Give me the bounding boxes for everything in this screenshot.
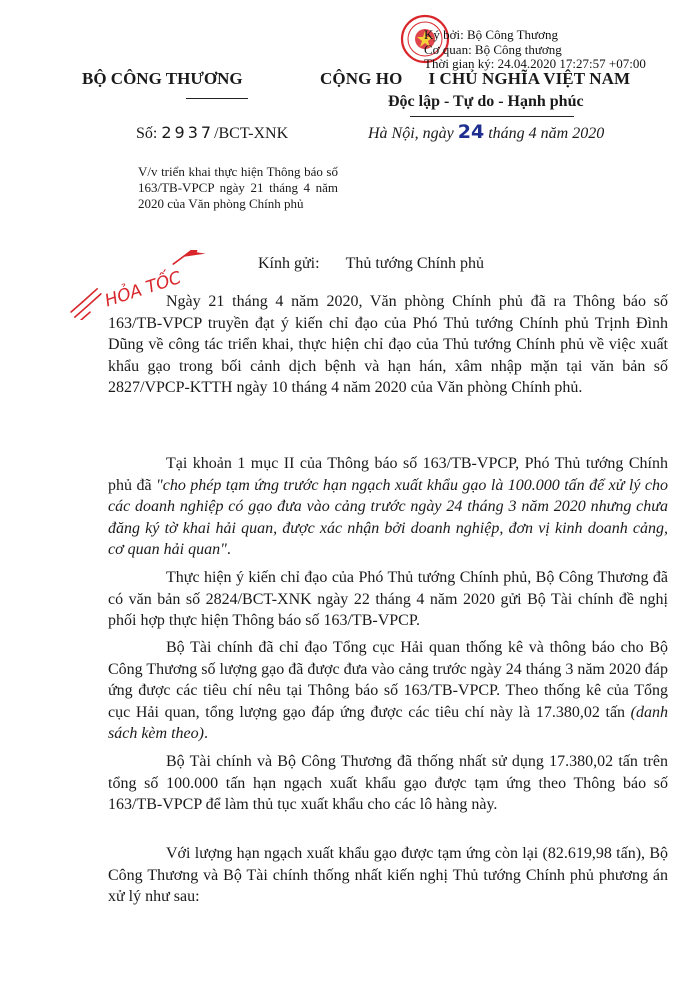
handwritten-day: 24 xyxy=(457,121,485,143)
place-and-date xyxy=(368,121,604,143)
national-motto: Độc lập - Tự do - Hạnh phúc xyxy=(388,93,584,110)
recipient-name: Thủ tướng Chính phủ xyxy=(345,255,485,272)
urgent-stamp-text: HỎA TỐC xyxy=(102,267,184,312)
body-paragraph-5: Bộ Tài chính và Bộ Công Thương đã thống nhất sử dụng 17.380,02 tấn trên tổng số 100.000 tấn hạn ngạch xuất khẩu gạo được tạm ứng theo Thông báo số 163/TB-VPCP để làm thủ tục xuất khẩu cho các lô hàng này. xyxy=(108,753,668,813)
signing-time-line: Thời gian ký: 24.04.2020 17:27:57 +07:00 xyxy=(424,56,646,71)
body-paragraph-1: Ngày 21 tháng 4 năm 2020, Văn phòng Chính phủ đã ra Thông báo số 163/TB-VPCP truyền đạt ý kiến chỉ đạo của Phó Thủ tướng Chính phủ Trịnh Đình Dũng về công tác triển khai, thực hiện chỉ đạo của Thủ tướng Chính phủ về việc xuất khẩu gạo trong bối cảnh dịch bệnh và hạn hán, xâm nhập mặn tại văn bản số 2827/VPCP-KTTH ngày 10 tháng 4 năm 2020 của Văn phòng Chính phủ. xyxy=(108,293,668,396)
issuing-organization: BỘ CÔNG THƯƠNG xyxy=(82,69,243,88)
document-subject: V/v triển khai thực hiện Thông báo số 163/TB-VPCP ngày 21 tháng 4 năm 2020 của Văn phòng Chính phủ xyxy=(138,164,338,211)
motto-underline xyxy=(410,116,574,117)
body-paragraph-6: Với lượng hạn ngạch xuất khẩu gạo được tạm ứng còn lại (82.619,98 tấn), Bộ Công Thương và Bộ Tài chính thống nhất kiến nghị Thủ tướng Chính phủ phương án xử lý như sau: xyxy=(108,845,668,905)
agency-line: Cơ quan: Bộ Công thương xyxy=(424,41,562,57)
body-paragraph-3: Thực hiện ý kiến chỉ đạo của Phó Thủ tướng Chính phủ, Bộ Công Thương đã có văn bản số 2824/BCT-XNK ngày 22 tháng 4 năm 2020 gửi Bộ Tài chính đề nghị phối hợp thực hiện Thông báo số 163/TB-VPCP. xyxy=(108,569,668,629)
paragraph-2-lead: Tại khoản 1 mục II của Thông báo số 163/TB-VPCP, Phó Thủ tướng Chính phủ đã xyxy=(108,455,668,494)
country-name: CỘNG HO I CHỦ NGHĨA VIỆT NAM xyxy=(320,69,631,88)
paragraph-2-quote: "cho phép tạm ứng trước hạn ngạch xuất khẩu gạo là 100.000 tấn để xử lý cho các doanh nghiệp có gạo đưa vào cảng trước ngày 24 tháng 3 năm 2020 nhưng chưa đăng ký tờ khai hải quan, được xác nhận bởi doanh nghiệp, đơn vị kinh doanh cảng, cơ quan hải quan" xyxy=(108,476,669,558)
recipient xyxy=(258,255,484,273)
document-number-suffix: /BCT-XNK xyxy=(214,125,289,142)
paragraph-4-lead: Bộ Tài chính đã chỉ đạo Tổng cục Hải quan thống kê và thông báo cho Bộ Công Thương số lượng gạo đã được đưa vào cảng trước ngày 24 tháng 3 năm 2020 đáp ứng được các tiêu chí nêu tại Thông báo số 163/TB-VPCP. Theo thống kê của Tổng cục Hải quan, tổng lượng gạo đáp ứng được các tiêu chí này là 17.380,02 tấn xyxy=(108,639,668,721)
recipient-label: Kính gửi: xyxy=(258,255,320,272)
body-paragraph-2 xyxy=(108,453,668,561)
signer-line: Ký bởi: Bộ Công Thương xyxy=(424,27,558,42)
body-paragraph-4 xyxy=(108,637,668,745)
place-prefix: Hà Nội, ngày xyxy=(368,125,454,142)
paragraph-2-end: . xyxy=(226,541,231,558)
document-number-value: 2937 xyxy=(161,123,215,142)
document-number-label: Số: xyxy=(136,125,158,142)
paragraph-4-note: (danh sách kèm theo) xyxy=(108,703,668,742)
date-suffix: tháng 4 năm 2020 xyxy=(488,125,605,142)
document-number xyxy=(136,123,288,143)
paragraph-4-end: . xyxy=(203,725,208,742)
org-underline xyxy=(186,98,248,99)
digital-signature-info xyxy=(424,28,646,72)
